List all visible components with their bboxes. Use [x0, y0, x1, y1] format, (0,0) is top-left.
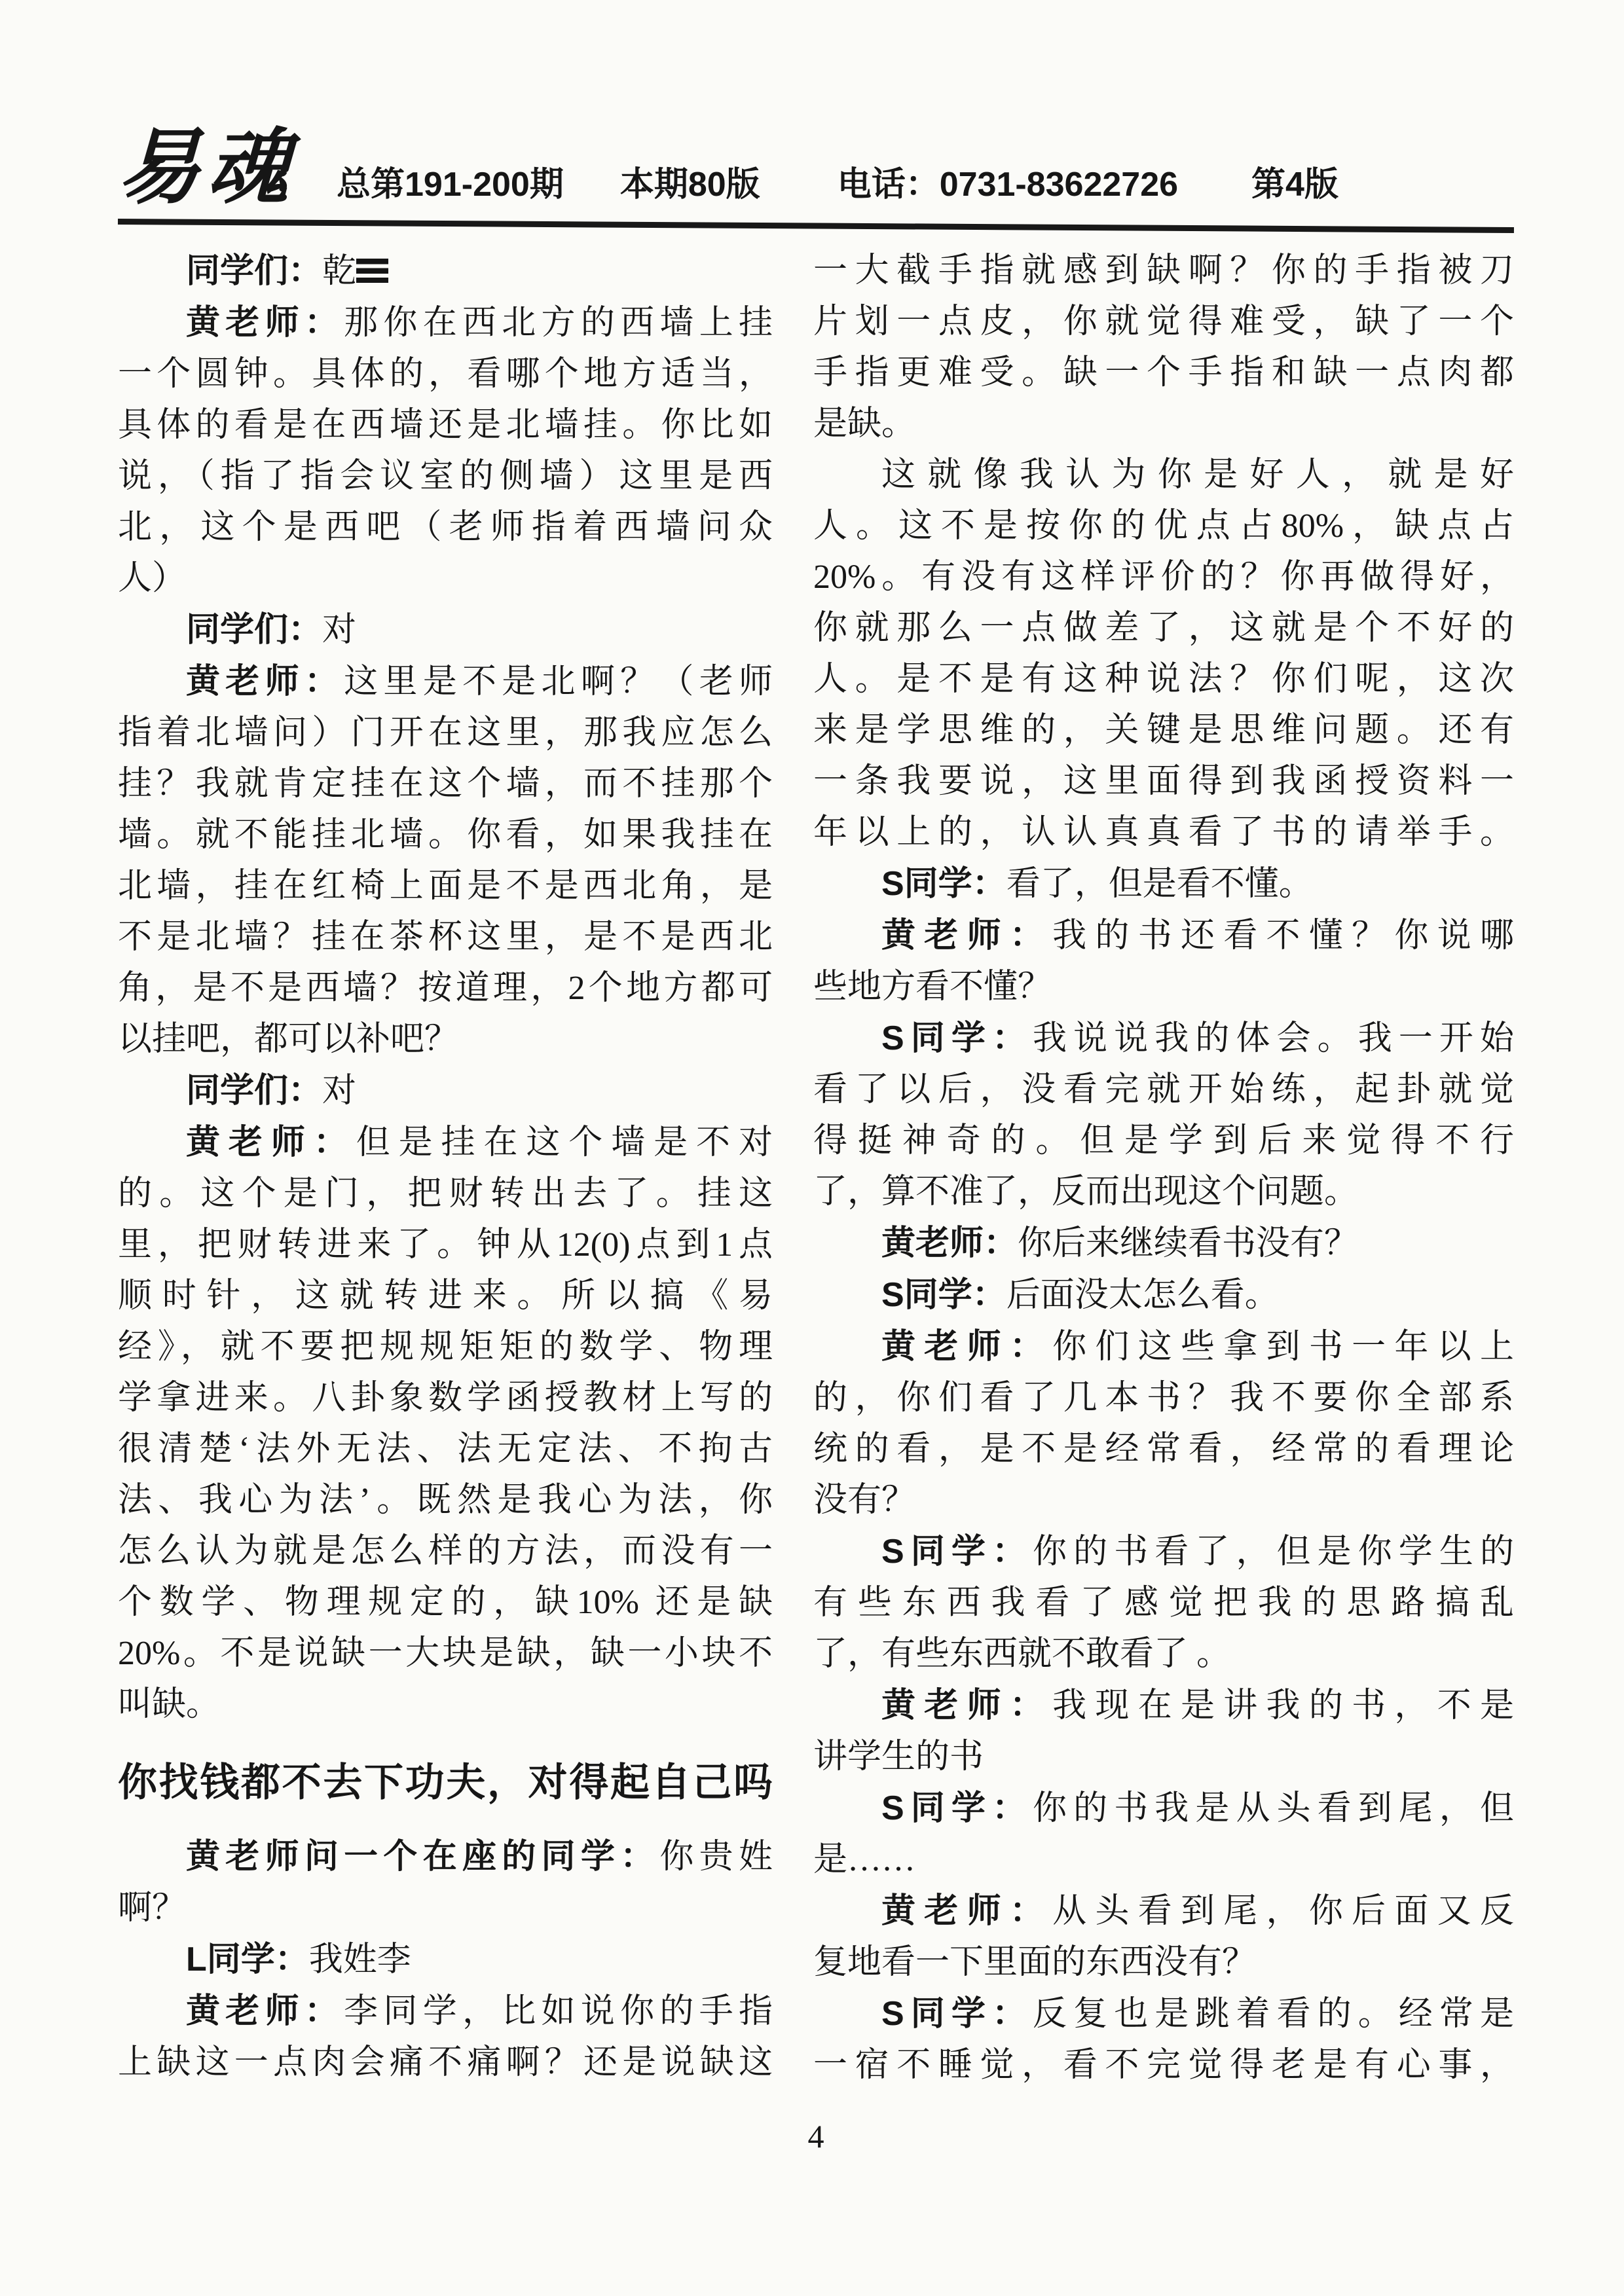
text-run: 学拿进来。八卦象数学函授教材上写的	[118, 1379, 773, 1417]
text-run: 一宿不睡觉，看不完觉得老是有心事，	[813, 2047, 1514, 2084]
text-run: 你就那么一点做差了，这就是个不好的	[813, 610, 1514, 647]
speaker-label: 同学们：	[186, 252, 323, 290]
text-line	[813, 1834, 1514, 1886]
text-line	[813, 962, 1514, 1013]
text-run: 些地方看不懂？	[813, 968, 1052, 1006]
text-run: 对	[322, 611, 357, 649]
text-line	[118, 1577, 773, 1628]
speaker-label: S同学：	[881, 865, 1006, 903]
speaker-label: S同学：	[881, 1995, 1033, 2033]
text-line	[813, 1218, 1514, 1269]
text-run: 你贵姓	[659, 1838, 773, 1876]
text-line	[813, 450, 1514, 501]
text-line	[813, 1988, 1514, 2040]
text-run: 统的看，是不是经常看，经常的看理论	[813, 1430, 1514, 1468]
text-run: 里，把财转进来了。钟从12(0)点到1点	[118, 1226, 773, 1264]
text-run: 了，有些东西就不敢看了 。	[813, 1635, 1231, 1673]
text-run: 挂？我就肯定挂在这个墙，而不挂那个	[118, 765, 773, 803]
speaker-label: 黄老师：	[186, 304, 344, 342]
text-line	[813, 603, 1514, 654]
text-run: 那你在西北方的西墙上挂	[344, 304, 773, 342]
text-line	[813, 246, 1514, 297]
text-run: 对	[322, 1072, 357, 1110]
text-run: 从头看到尾，你后面又反	[1052, 1893, 1514, 1930]
text-line	[118, 1271, 773, 1322]
speaker-label: S同学：	[881, 1533, 1033, 1571]
text-line	[118, 1526, 773, 1577]
text-run: 年以上的，认认真真看了书的请举手。	[813, 814, 1514, 851]
speaker-label: 黄老师：	[186, 1123, 356, 1161]
text-run: 你的书看了，但是你学生的	[1033, 1533, 1514, 1571]
text-line	[813, 348, 1514, 399]
text-run: 你后来继续看书没有？	[1018, 1225, 1359, 1262]
text-run: 来是学思维的，关键是思维问题。还有	[813, 712, 1514, 749]
text-line	[118, 861, 773, 912]
text-line	[813, 1783, 1514, 1834]
text-line	[813, 1475, 1514, 1526]
speaker-label: S同学：	[881, 1789, 1033, 1827]
text-line	[118, 1322, 773, 1373]
speaker-label: 同学们：	[186, 1072, 323, 1110]
text-line	[118, 604, 773, 656]
text-run: 怎么认为就是怎么样的方法，而没有一	[118, 1533, 773, 1570]
text-run: 乾	[322, 253, 357, 290]
text-run: 讲学生的书	[813, 1738, 984, 1776]
text-line	[118, 1117, 773, 1169]
text-line	[813, 1065, 1514, 1116]
text-line	[813, 705, 1514, 756]
text-line	[118, 2037, 773, 2088]
text-line	[118, 1220, 773, 1271]
text-run: 个数学、物理规定的，缺10% 还是缺	[118, 1584, 773, 1621]
text-run: 但是挂在这个墙是不对	[356, 1124, 773, 1161]
speaker-label: S同学：	[881, 1019, 1033, 1057]
text-run: 法、我心为法’。既然是我心为法，你	[118, 1482, 773, 1519]
text-line	[813, 1526, 1514, 1578]
text-line	[813, 756, 1514, 807]
text-run: 的，你们看了几本书？我不要你全部系	[813, 1379, 1514, 1417]
text-run: 得挺神奇的。但是学到后来觉得不行	[813, 1122, 1514, 1159]
text-line	[813, 1886, 1514, 1937]
text-run: 墙。就不能挂北墙。你看，如果我挂在	[118, 816, 773, 854]
text-run: 经》，就不要把规规矩矩的数学、物理	[118, 1328, 773, 1366]
text-run: 是缺。	[813, 405, 916, 443]
speaker-label: S同学：	[881, 1276, 1006, 1314]
text-run: 指着北墙问）门开在这里，那我应怎么	[118, 714, 773, 752]
text-line	[813, 1424, 1514, 1475]
text-line	[813, 1732, 1514, 1783]
text-line	[813, 1629, 1514, 1680]
text-run: 我的书还看不懂？你说哪	[1052, 917, 1514, 955]
text-run: 说，（指了指会议室的侧墙）这里是西	[118, 458, 773, 495]
speaker-label: L同学：	[186, 1941, 309, 1978]
text-line	[813, 807, 1514, 858]
text-run: 你的书我是从头看到尾，但	[1033, 1790, 1514, 1827]
text-run: 20%。不是说缺一大块是缺，缺一小块不	[118, 1635, 773, 1672]
text-line	[118, 1169, 773, 1220]
text-run: 后面没太怎么看。	[1006, 1277, 1279, 1314]
text-line	[118, 1424, 773, 1475]
speaker-label: 黄老师：	[881, 1892, 1053, 1930]
text-line	[813, 1937, 1514, 1988]
text-run: 人）	[118, 560, 187, 597]
text-run: 这就像我认为你是好人，就是好	[881, 456, 1514, 494]
text-line	[813, 1167, 1514, 1218]
text-line	[118, 246, 773, 297]
text-run: 反复也是跳着看的。经常是	[1033, 1995, 1514, 2033]
speaker-label: 同学们：	[186, 611, 323, 649]
text-line	[118, 400, 773, 451]
text-line	[813, 2040, 1514, 2091]
text-line	[118, 912, 773, 963]
text-line	[813, 1269, 1514, 1321]
text-run: 看了，但是看不懂。	[1006, 866, 1313, 903]
text-line	[813, 501, 1514, 552]
text-run: 没有？	[813, 1482, 916, 1519]
text-run: 一大截手指就感到缺啊？你的手指被刀	[813, 252, 1514, 289]
article-body	[118, 246, 1514, 2091]
speaker-label: 黄老师：	[186, 1992, 344, 2030]
text-line	[813, 858, 1514, 910]
page-number: 4	[807, 2118, 824, 2155]
text-run: 的。这个是门，把财转出去了。挂这	[118, 1175, 773, 1212]
text-line	[118, 1628, 773, 1679]
left-column	[118, 246, 773, 2091]
page-edition-label: 第4版	[1251, 166, 1338, 204]
text-line	[118, 963, 773, 1014]
text-line	[813, 1578, 1514, 1629]
text-run: 看了以后，没看完就开始练，起卦就觉	[813, 1071, 1514, 1108]
masthead-logo: 易魂	[116, 118, 298, 215]
text-run: 顺时针，这就转进来。所以搞《易	[118, 1277, 773, 1315]
issue-range-label: 总第191-200期	[337, 166, 564, 204]
speaker-label: 黄老师问一个在座的同学：	[186, 1838, 660, 1876]
speaker-label: 黄老师：	[881, 917, 1053, 955]
text-line	[813, 910, 1514, 962]
text-run: 我现在是讲我的书，不是	[1052, 1687, 1514, 1724]
text-line	[813, 1321, 1514, 1373]
text-line	[118, 1065, 773, 1117]
text-run: 是……	[813, 1841, 916, 1878]
edition-pages-label: 本期80版	[619, 166, 760, 204]
text-run: 人。这不是按你的优点占80%，缺点占	[813, 507, 1514, 545]
text-line	[813, 1116, 1514, 1167]
header-rule	[118, 219, 1514, 233]
text-line	[118, 451, 773, 502]
text-line	[118, 1986, 773, 2037]
text-run: 北，这个是西吧（老师指着西墙问众	[118, 509, 773, 546]
text-line	[813, 1373, 1514, 1424]
masthead	[116, 118, 1514, 215]
speaker-label: 黄老师：	[881, 1328, 1053, 1366]
text-line	[118, 708, 773, 759]
text-run: 以挂吧，都可以补吧？	[118, 1021, 459, 1058]
qian-trigram-symbol	[356, 259, 388, 283]
text-line	[118, 1475, 773, 1526]
text-run: 复地看一下里面的东西没有？	[813, 1944, 1257, 1981]
text-line	[813, 297, 1514, 348]
phone-label: 电话：0731-83622726	[837, 166, 1179, 204]
text-run: 手指更难受。缺一个手指和缺一点肉都	[813, 354, 1514, 392]
text-run: 20%。有没有这样评价的？你再做得好，	[813, 558, 1514, 596]
text-run: 我姓李	[308, 1941, 411, 1978]
text-run: 啊？	[118, 1889, 187, 1927]
speaker-label: 黄老师：	[881, 1686, 1053, 1724]
text-line	[813, 399, 1514, 450]
section-heading: 你找钱都不去下功夫，对得起自己吗	[118, 1760, 773, 1804]
text-line	[118, 1934, 773, 1986]
text-run: 我说说我的体会。我一开始	[1033, 1020, 1514, 1057]
text-line	[118, 759, 773, 810]
text-run: 很清楚‘法外无法、法无定法、不拘古	[118, 1430, 773, 1468]
right-column	[813, 246, 1514, 2091]
text-line	[118, 349, 773, 400]
speaker-label: 黄老师：	[881, 1224, 1018, 1262]
text-run: 角，是不是西墙？按道理，2个地方都可	[118, 970, 773, 1007]
text-line	[813, 1013, 1514, 1065]
text-line	[118, 1679, 773, 1730]
text-line	[813, 1680, 1514, 1732]
text-line	[118, 297, 773, 349]
text-run: 有些东西我看了感觉把我的思路搞乱	[813, 1584, 1514, 1622]
text-line	[118, 1373, 773, 1424]
text-line	[118, 810, 773, 861]
text-line	[813, 552, 1514, 603]
text-line	[118, 1883, 773, 1934]
text-run: 李同学，比如说你的手指	[344, 1993, 773, 2030]
text-run: 上缺这一点肉会痛不痛啊？还是说缺这	[118, 2044, 773, 2081]
text-run: 具体的看是在西墙还是北墙挂。你比如	[118, 407, 773, 444]
text-run: 一个圆钟。具体的，看哪个地方适当，	[118, 355, 773, 393]
text-line	[118, 656, 773, 708]
text-line	[118, 502, 773, 553]
text-run: 了，算不准了，反而出现这个问题。	[813, 1173, 1359, 1211]
text-run: 一条我要说，这里面得到我函授资料一	[813, 763, 1514, 800]
text-run: 片划一点皮，你就觉得难受，缺了一个	[813, 303, 1514, 340]
text-run: 叫缺。	[118, 1686, 221, 1723]
text-line	[118, 1014, 773, 1065]
text-line	[118, 553, 773, 604]
text-run: 不是北墙？挂在茶杯这里，是不是西北	[118, 919, 773, 956]
text-run: 北墙，挂在红椅上面是不是西北角，是	[118, 867, 773, 905]
text-line	[813, 654, 1514, 705]
speaker-label: 黄老师：	[186, 663, 344, 701]
text-line	[118, 1831, 773, 1883]
text-run: 人。是不是有这种说法？你们呢，这次	[813, 661, 1514, 698]
text-run: 你们这些拿到书一年以上	[1052, 1328, 1514, 1366]
text-run: 这里是不是北啊？（老师	[344, 663, 773, 701]
